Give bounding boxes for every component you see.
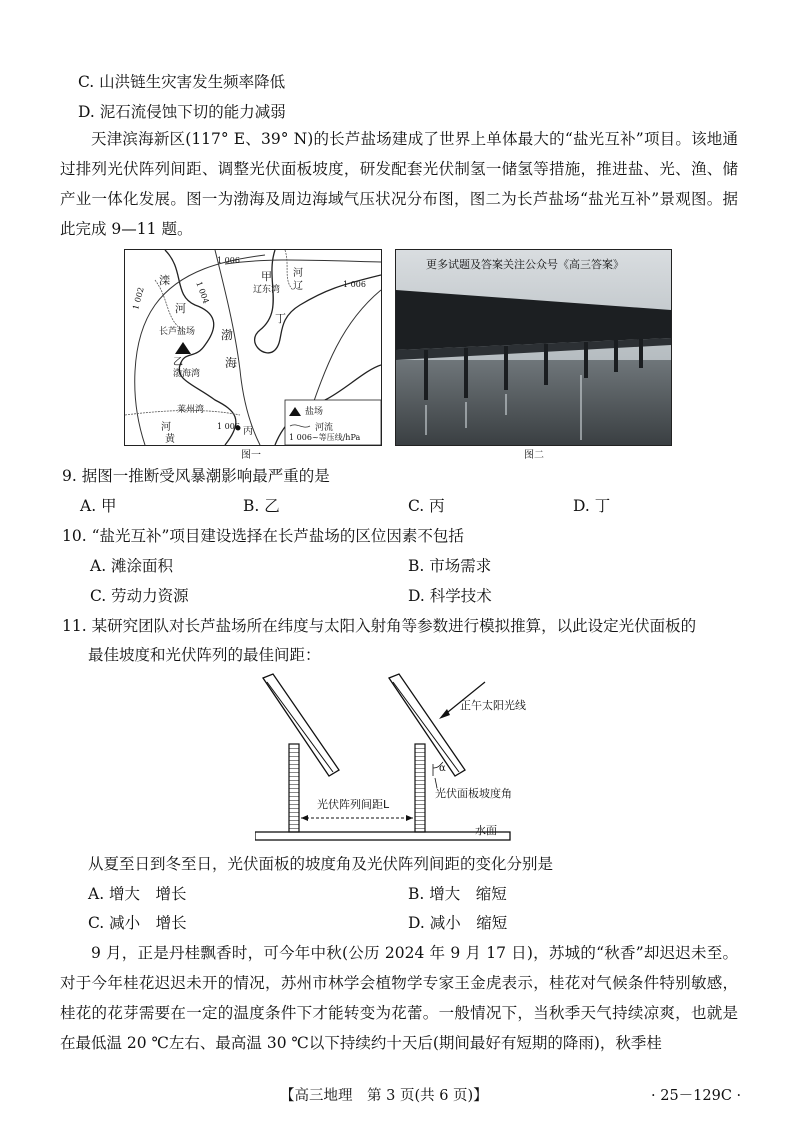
q10-option-d: D. 科学技术 — [408, 587, 492, 605]
q10-stem: 10. “盐光互补”项目建设选择在长芦盐场的区位因素不包括 — [62, 527, 464, 545]
label-alpha: α — [439, 763, 446, 774]
q10-option-a: A. 滩涂面积 — [90, 557, 174, 575]
label-luan: 滦 — [159, 274, 170, 287]
q9-option-d: D. 丁 — [573, 497, 611, 515]
page-footer-code: · 25－129C · — [651, 1088, 742, 1104]
isobar-label-1006-a: 1 006 — [217, 256, 240, 265]
q11-option-a: A. 增大 增长 — [88, 885, 187, 903]
label-array-spacing: 光伏阵列间距L — [317, 798, 390, 811]
water-surface — [396, 360, 671, 445]
isobar-label-1004: 1 004 — [194, 280, 211, 305]
figure-2-caption: 图二 — [524, 450, 544, 461]
label-river-1: 河 — [175, 302, 186, 315]
legend-salt-label: 盐场 — [305, 407, 324, 417]
q11-option-c: C. 减小 增长 — [88, 914, 187, 932]
coastline-liaodong — [255, 250, 381, 353]
label-bohaiwan: 渤海湾 — [173, 369, 201, 379]
passage-2: 9 月，正是丹桂飘香时，可今年中秋(公历 2024 年 9 月 17 日)，苏城的“秋香”却迟迟未至。对于今年桂花迟迟未开的情况，苏州市林学会植物学专家王金虎表示，桂花对气候条件特别敏感，桂花的花芽需要在一定的温度条件下才能转变为花蕾。一般情况下，当秋季天气持续凉爽，也就是在最低温 20 ℃左右、最高温 30 ℃以下持续约十天后(期间最好有短期的降雨)，秋季桂 — [60, 944, 738, 1052]
q11-stem-line1: 11. 某研究团队对长芦盐场所在纬度与太阳入射角等参数进行模拟推算，以此设定光伏面板的 — [62, 617, 697, 635]
label-huang: 黄 — [165, 434, 175, 445]
label-jia: 甲 — [261, 270, 272, 283]
q9-option-a: A. 甲 — [80, 497, 117, 515]
left-post — [289, 744, 299, 832]
label-slope-angle: 光伏面板坡度角 — [435, 787, 512, 800]
option-d-prev: D. 泥石流侵蚀下切的能力减弱 — [78, 103, 286, 121]
figure-1-map — [124, 249, 382, 446]
watermark-text: 更多试题及答案关注公众号《高三答案》 — [426, 258, 624, 271]
q11-option-b: B. 增大 缩短 — [408, 885, 507, 903]
page-footer-title: 【高三地理 第 3 页(共 6 页)】 — [280, 1088, 488, 1104]
solar-salt-field-photo — [396, 250, 671, 445]
q11-question: 从夏至日到冬至日，光伏面板的坡度角及光伏阵列间距的变化分别是 — [88, 855, 554, 873]
passage-1: 天津滨海新区(117° E、39° N)的长芦盐场建成了世界上单体最大的“盐光互补”项目。该地通过排列光伏阵列间距、调整光伏面板坡度，研发配套光伏制氢一储氢等措施，推进盐、光、渔、储产业一体化发展。图一为渤海及周边海域气压状况分布图，图二为长芦盐场“盐光互补”景观图。据此完成 9—11 题。 — [60, 130, 738, 238]
isobar-1004 — [215, 250, 260, 445]
q11-stem-line2: 最佳坡度和光伏阵列的最佳间距： — [88, 646, 321, 664]
label-ding: 丁 — [275, 312, 286, 325]
label-river-2: 河 — [161, 422, 171, 433]
q11-option-d: D. 减小 缩短 — [408, 914, 508, 932]
label-liao-river: 河 — [293, 268, 303, 279]
legend-isobar-label: 1 006~等压线/hPa — [289, 433, 361, 442]
q9-stem: 9. 据图一推断受风暴潮影响最严重的是 — [62, 467, 330, 485]
coastline-west — [165, 250, 236, 445]
right-panel — [389, 674, 465, 776]
q9-option-b: B. 乙 — [243, 497, 280, 515]
q9-option-c: C. 丙 — [408, 497, 445, 515]
label-changlu: 长芦盐场 — [159, 327, 196, 337]
label-liaodong: 辽东湾 — [253, 285, 281, 295]
isobar-label-1006-b: 1 006 — [343, 280, 366, 289]
figure-1-caption: 图一 — [241, 450, 261, 461]
isobar-1006-top — [225, 260, 381, 264]
river-liao — [285, 250, 293, 290]
label-bo: 渤 — [221, 328, 234, 342]
q10-option-b: B. 市场需求 — [408, 557, 492, 575]
label-bing: 丙 — [243, 426, 253, 437]
label-sun-ray: 正午太阳光线 — [460, 699, 526, 712]
isobar-label-1002: 1 002 — [131, 286, 146, 311]
label-hai: 海 — [225, 356, 238, 370]
option-c-prev: C. 山洪链生灾害发生频率降低 — [78, 73, 286, 91]
right-post — [415, 744, 425, 832]
figure-2-photo — [395, 249, 672, 446]
isobar-label-1006-c: 1 006 — [217, 422, 240, 431]
label-laizhou: 莱州湾 — [177, 405, 205, 415]
pv-spacing-diagram — [255, 668, 555, 848]
label-yi: 乙 — [173, 357, 183, 368]
q10-option-c: C. 劳动力资源 — [90, 587, 189, 605]
ground-base — [255, 832, 510, 840]
legend-river-label: 河流 — [315, 423, 334, 433]
label-water-surface: 水面 — [475, 824, 497, 837]
label-liao: 辽 — [293, 281, 303, 292]
left-panel — [263, 674, 339, 776]
sun-ray-arrowhead — [439, 709, 450, 719]
